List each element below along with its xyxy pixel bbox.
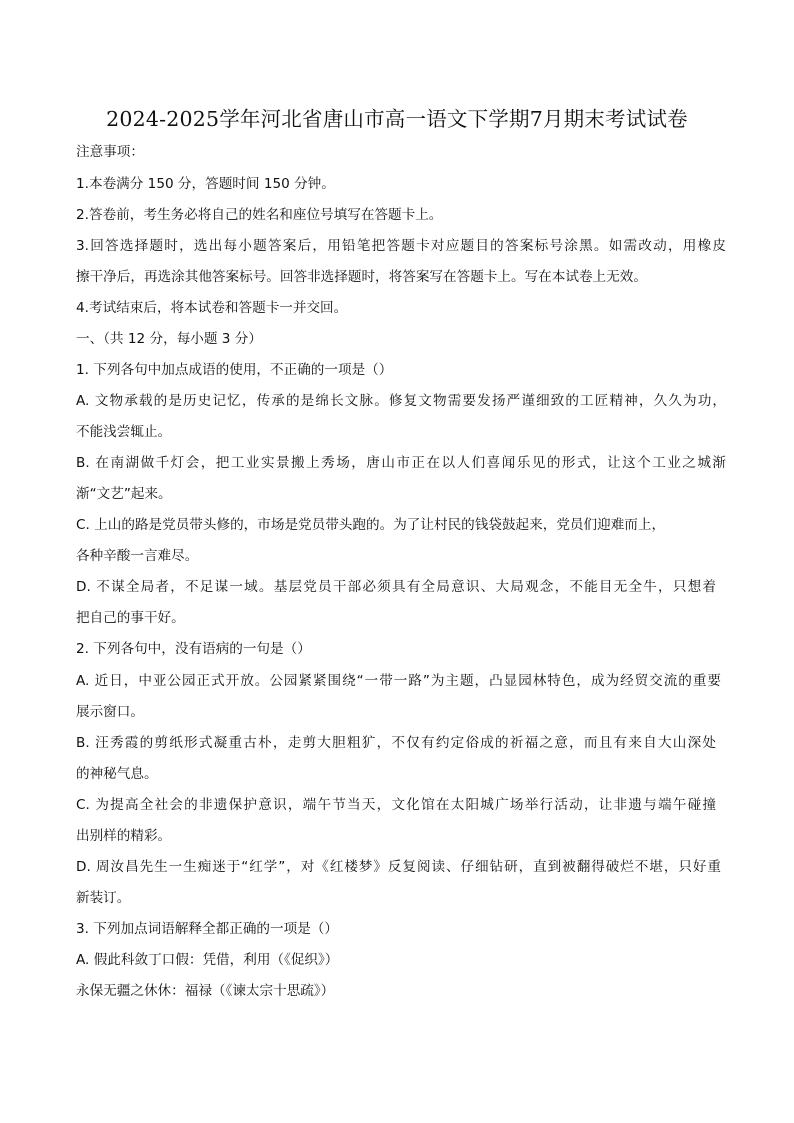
question-1-option-d-cont: 把自己的事干好。 (76, 610, 185, 626)
question-1-stem: 1. 下列各句中加点成语的使用，不正确的一项是（） (76, 362, 393, 378)
question-1-option-c-cont: 各种辛酸一言难尽。 (76, 548, 199, 564)
question-2-option-b-cont: 的神秘气息。 (76, 766, 158, 782)
question-2-option-a-cont: 展示窗口。 (76, 704, 144, 720)
question-1-option-b: B. 在南湖做千灯会，把工业实景搬上秀场，唐山市正在以人们喜闻乐见的形式，让这个工业之城渐 (76, 455, 726, 471)
question-3-stem: 3. 下列加点词语解释全都正确的一项是（） (76, 921, 338, 937)
question-2-option-d-cont: 新装订。 (76, 890, 131, 906)
notice-item-continued: 擦干净后，再选涂其他答案标号。回答非选择题时，将答案写在答题卡上。写在本试卷上无效。 (76, 269, 647, 285)
question-1-option-a: A. 文物承载的是历史记忆，传承的是绵长文脉。修复文物需要发扬严谨细致的工匠精神，久久为功， (76, 393, 726, 409)
question-1-option-c: C. 上山的路是党员带头修的，市场是党员带头跑的。为了让村民的钱袋鼓起来，党员们迎难而上， (76, 517, 666, 533)
notice-item: 4.考试结束后，将本试卷和答题卡一并交回。 (76, 300, 348, 316)
question-2-stem: 2. 下列各句中，没有语病的一句是（） (76, 641, 311, 657)
notice-item: 3.回答选择题时，选出每小题答案后，用铅笔把答题卡对应题目的答案标号涂黑。如需改动，用橡皮 (76, 238, 726, 254)
question-2-option-a: A. 近日，中亚公园正式开放。公园紧紧围绕“一带一路”为主题，凸显园林特色，成为经贸交流的重要 (76, 673, 721, 689)
question-2-option-c: C. 为提高全社会的非遗保护意识，端午节当天，文化馆在太阳城广场举行活动，让非遗与端午碰撞 (76, 797, 716, 813)
question-1-option-a-cont: 不能浅尝辄止。 (76, 424, 172, 440)
question-3-option-a-cont: 永保无疆之休休：福禄（《谏太宗十思疏》） (76, 983, 335, 999)
question-2-option-c-cont: 出别样的精彩。 (76, 828, 172, 844)
section-heading: 一、（共 12 分，每小题 3 分） (76, 331, 262, 347)
notice-item: 2.答卷前，考生务必将自己的姓名和座位号填写在答题卡上。 (76, 207, 443, 223)
question-2-option-d: D. 周汝昌先生一生痴迷于“红学”，对《红楼梦》反复阅读、仔细钻研，直到被翻得破烂不堪，只好重 (76, 859, 721, 875)
exam-title: 2024-2025学年河北省唐山市高一语文下学期7月期末考试试卷 (106, 107, 688, 131)
question-2-option-b: B. 汪秀霞的剪纸形式凝重古朴，走剪大胆粗犷，不仅有约定俗成的祈福之意，而且有来自大山深处 (76, 735, 716, 751)
question-1-option-d: D. 不谋全局者，不足谋一域。基层党员干部必须具有全局意识、大局观念，不能目无全牛，只想着 (76, 579, 716, 595)
question-3-option-a: A. 假此科敛丁口假：凭借，利用（《促织》） (76, 952, 339, 968)
notice-heading: 注意事项： (76, 144, 144, 160)
question-1-option-b-cont: 渐“文艺”起来。 (76, 486, 172, 502)
notice-item: 1.本卷满分 150 分，答题时间 150 分钟。 (76, 176, 335, 192)
